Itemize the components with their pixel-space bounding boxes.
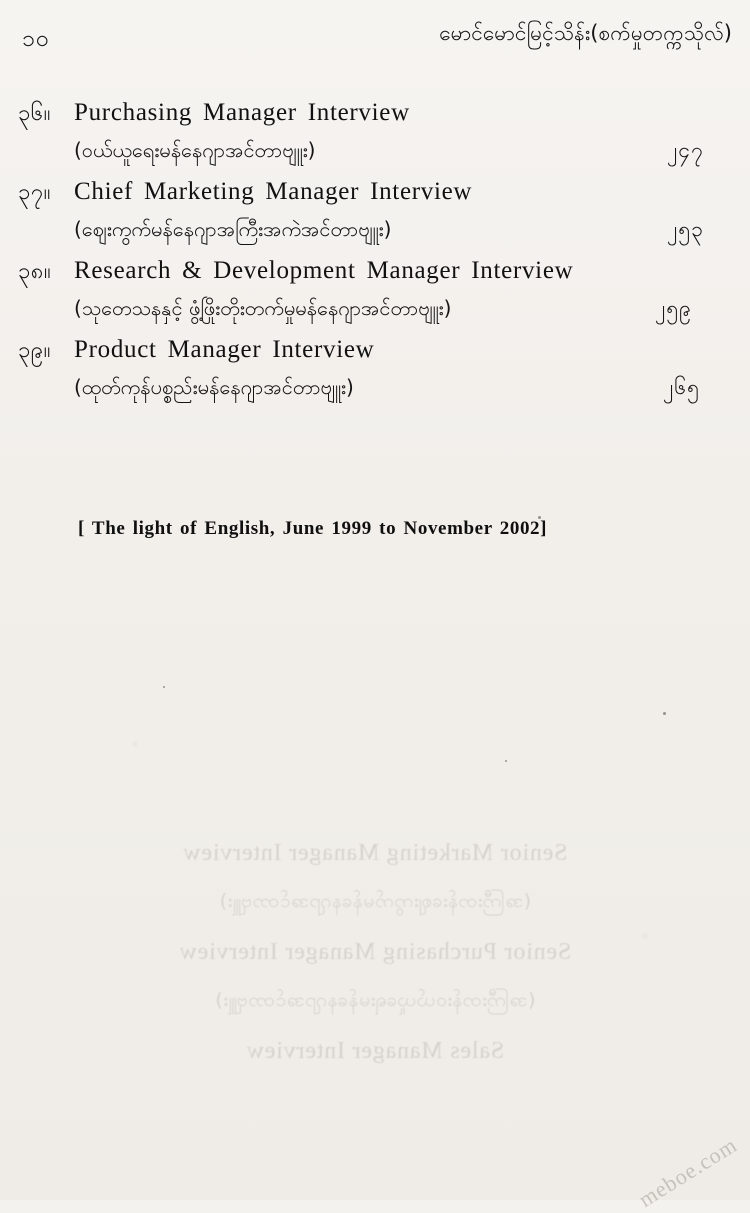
toc-entry-title-english: Product Manager Interview <box>74 336 375 363</box>
running-header <box>0 18 750 58</box>
paper-speck <box>538 516 541 519</box>
toc-entry-title-myanmar: (ဝယ်ယူရေးမန်နေဂျာအင်တာဗျူး) <box>74 138 316 162</box>
toc-entry-myanmar-line <box>0 137 750 167</box>
toc-entry-title-myanmar: (သုတေသနနှင့် ဖွံ့ဖြိုးတိုးတက်မှုမန်နေဂျာအင်တာဗျူး) <box>74 296 452 320</box>
toc-entry <box>0 335 750 404</box>
toc-entry-page-number: ၂၅၃ <box>667 217 704 241</box>
toc-entry <box>0 98 750 167</box>
toc-entry-english-line <box>0 335 750 368</box>
toc-entry-title-english: Research & Development Manager Interview <box>74 257 574 284</box>
toc-entry-page-number: ၂၆၅ <box>663 375 700 399</box>
toc-entry <box>0 177 750 246</box>
toc-entry-title-english: Purchasing Manager Interview <box>74 99 410 126</box>
source-note: [ The light of English, June 1999 to November 2002] <box>78 518 548 539</box>
toc-entry-title-english: Chief Marketing Manager Interview <box>74 178 473 205</box>
toc-entry <box>0 256 750 325</box>
table-of-contents <box>0 98 750 414</box>
page-folio-number: ၁၀ <box>22 26 50 52</box>
paper-speck <box>505 760 507 762</box>
toc-entry-myanmar-line <box>0 216 750 246</box>
toc-entry-myanmar-line <box>0 374 750 404</box>
bleed-through-text <box>0 840 750 1087</box>
bleed-line: Senior Marketing Manager Interview <box>182 840 568 866</box>
toc-entry-english-line <box>0 256 750 289</box>
paper-speck <box>163 686 165 688</box>
toc-entry-title-myanmar: (ဈေးကွက်မန်နေဂျာအကြီးအကဲအင်တာဗျူး) <box>74 217 392 241</box>
toc-entry-number: ၃၆။ <box>18 101 51 126</box>
toc-entry-number: ၃၉။ <box>18 338 51 363</box>
toc-entry-number: ၃၈။ <box>18 259 52 284</box>
toc-entry-page-number: ၂၄၇ <box>667 138 704 162</box>
toc-entry-title-myanmar: (ထုတ်ကုန်ပစ္စည်းမန်နေဂျာအင်တာဗျူး) <box>74 375 354 399</box>
running-header-title: မောင်မောင်မြင့်သိန်း(စက်မှုတက္ကသိုလ်) <box>439 21 732 45</box>
bleed-line: (အကြီးတန်းဈေးကွက်မန်နေဂျာအင်တာဗျူး) <box>218 890 532 912</box>
bleed-line: Sales Manager Interview <box>245 1038 505 1064</box>
paper-speck <box>663 712 666 715</box>
toc-entry-number: ၃၇။ <box>18 180 51 205</box>
toc-entry-myanmar-line <box>0 295 750 325</box>
toc-entry-english-line <box>0 177 750 210</box>
watermark: meboe.com <box>634 1131 742 1212</box>
bleed-line: (အကြီးတန်းဝယ်ယူရေးမန်နေဂျာအင်တာဗျူး) <box>214 989 536 1011</box>
bleed-line: Senior Purchasing Manager Interview <box>178 939 572 965</box>
toc-entry-page-number: ၂၅၉ <box>655 296 692 320</box>
toc-entry-english-line <box>0 98 750 131</box>
